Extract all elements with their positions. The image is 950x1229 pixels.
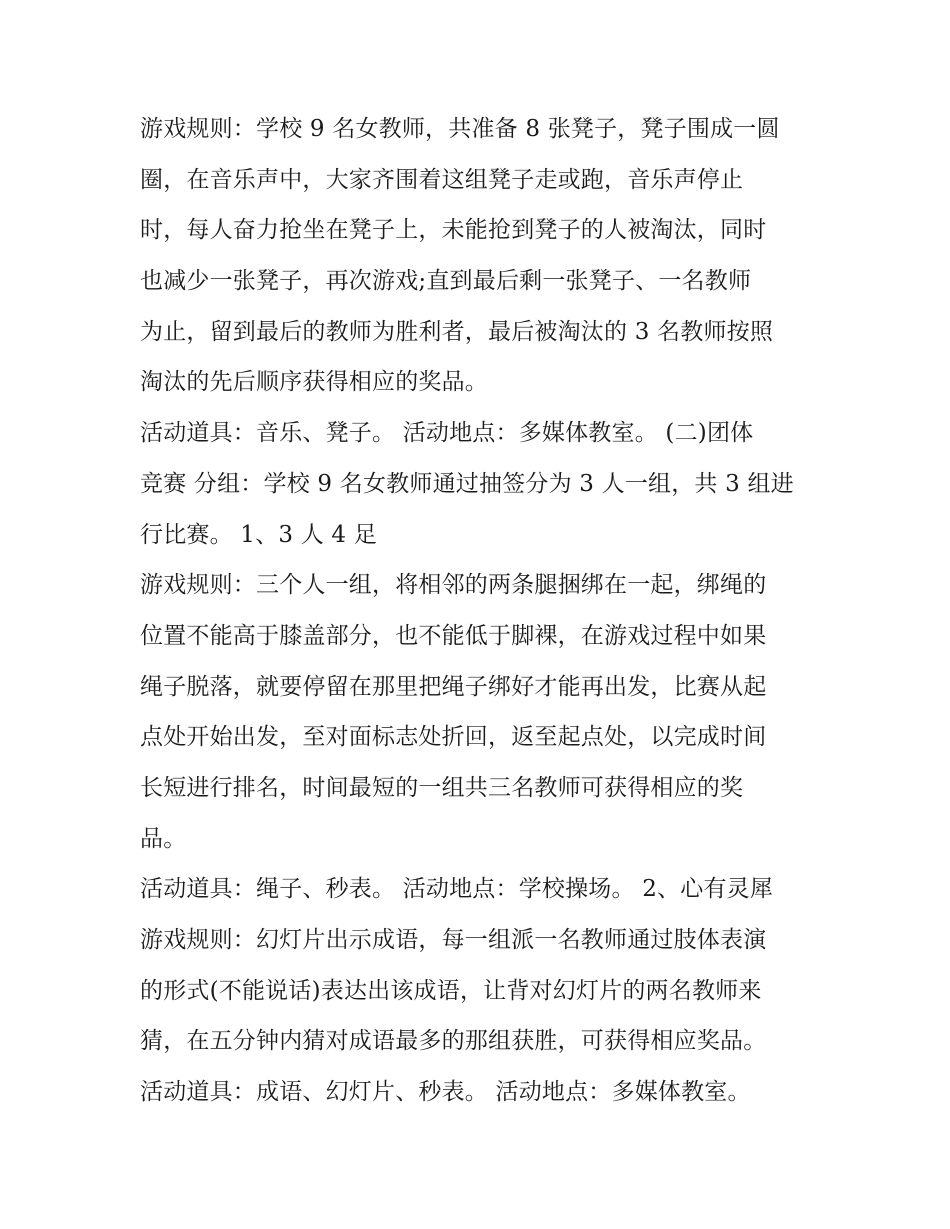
text-line: 的形式(不能说话)表达出该成语，让背对幻灯片的两名教师来 <box>140 977 762 1004</box>
text-line: 绳子脱落，就要停留在那里把绳子绑好才能再出发，比赛从起 <box>140 673 767 700</box>
text-line: 长短进行排名，时间最短的一组共三名教师可获得相应的奖 <box>140 774 744 801</box>
text-line: 活动道具：成语、幻灯片、秒表。 活动地点：多媒体教室。 <box>140 1079 751 1106</box>
text-line: 猜，在五分钟内猜对成语最多的那组获胜，可获得相应奖品。 <box>140 1028 767 1055</box>
text-line: 也减少一张凳子，再次游戏;直到最后剩一张凳子、一名教师 <box>140 268 752 295</box>
document-body <box>140 104 820 1118</box>
text-line: 为止，留到最后的教师为胜利者，最后被淘汰的 3 名教师按照 <box>140 318 774 345</box>
text-line: 品。 <box>140 825 187 852</box>
text-line: 游戏规则：幻灯片出示成语，每一组派一名教师通过肢体表演 <box>140 927 767 953</box>
text-line: 位置不能高于膝盖部分，也不能低于脚裸，在游戏过程中如果 <box>140 622 767 649</box>
text-line: 游戏规则：学校 9 名女教师，共准备 8 张凳子，凳子围成一圆 <box>140 116 780 142</box>
text-line: 淘汰的先后顺序获得相应的奖品。 <box>140 369 488 396</box>
text-line: 活动道具：音乐、凳子。 活动地点：多媒体教室。 (二)团体 <box>140 420 754 447</box>
text-line: 圈，在音乐声中，大家齐围着这组凳子走或跑，音乐声停止 <box>140 166 744 193</box>
text-line: 游戏规则：三个人一组，将相邻的两条腿捆绑在一起，绑绳的 <box>140 572 767 599</box>
text-line: 行比赛。 1、3 人 4 足 <box>140 521 377 548</box>
text-line: 点处开始出发，至对面标志处折回，返至起点处，以完成时间 <box>140 724 767 751</box>
text-line: 时，每人奋力抢坐在凳子上，未能抢到凳子的人被淘汰，同时 <box>140 217 767 244</box>
text-line: 活动道具：绳子、秒表。 活动地点：学校操场。 2、心有灵犀 <box>140 876 774 903</box>
text-line: 竞赛 分组：学校 9 名女教师通过抽签分为 3 人一组，共 3 组进 <box>140 470 794 497</box>
